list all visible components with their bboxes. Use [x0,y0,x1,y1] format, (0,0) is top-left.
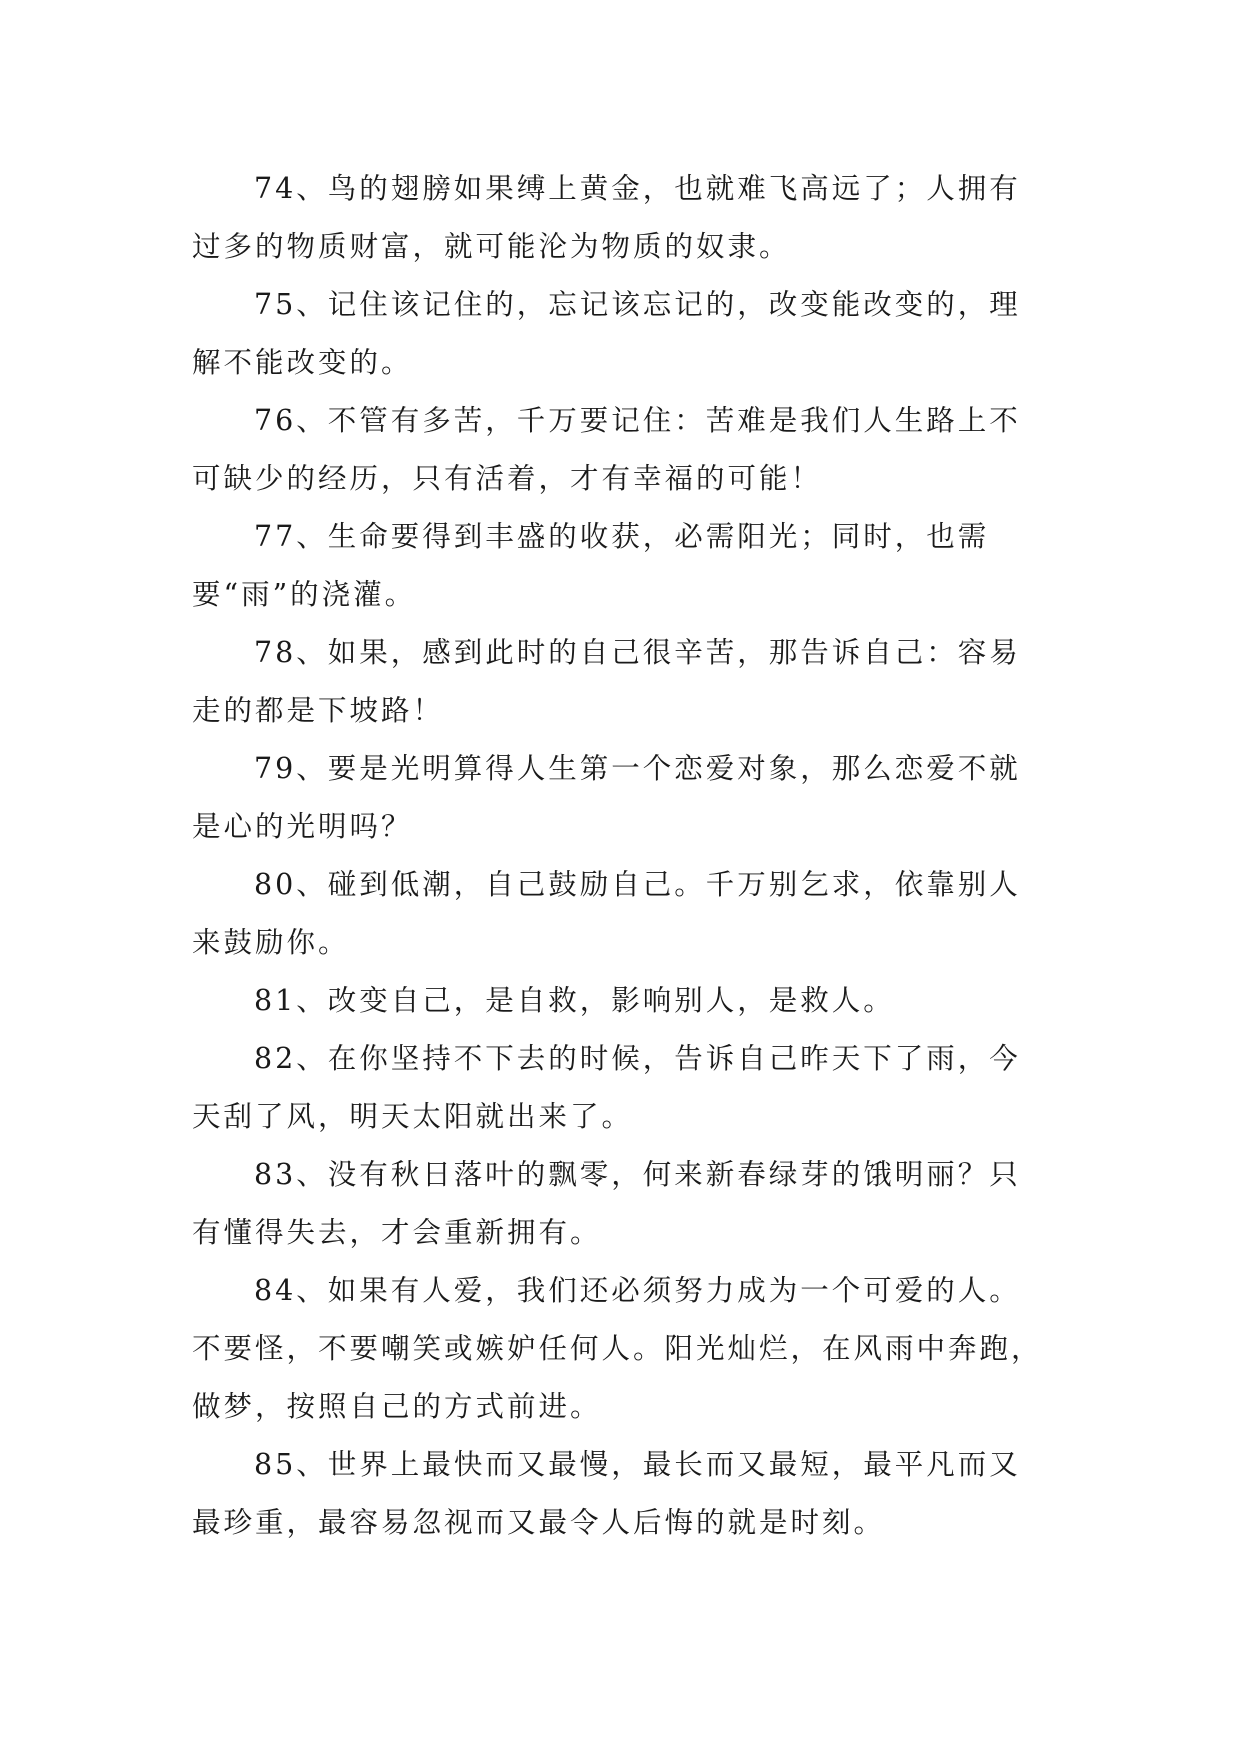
paragraph-75: 75、记住该记住的，忘记该忘记的，改变能改变的，理解不能改变的。 [192,288,1021,379]
paragraph-79: 79、要是光明算得人生第一个恋爱对象，那么恋爱不就是心的光明吗？ [192,752,1021,843]
document-body [192,160,1052,1552]
paragraph-77: 77、生命要得到丰盛的收获，必需阳光；同时，也需要“雨”的浇灌。 [192,520,990,611]
paragraph-82: 82、在你坚持不下去的时候，告诉自己昨天下了雨，今天刮了风，明天太阳就出来了。 [192,1042,1021,1133]
paragraph-80: 80、碰到低潮，自己鼓励自己。千万别乞求，依靠别人来鼓励你。 [192,868,1021,959]
paragraph-84: 84、如果有人爱，我们还必须努力成为一个可爱的人。不要怪，不要嘲笑或嫉妒任何人。阳光灿烂，在风雨中奔跑，做梦，按照自己的方式前进。 [192,1274,1043,1423]
paragraph-81: 81、改变自己，是自救，影响别人，是救人。 [254,984,895,1017]
paragraph-83: 83、没有秋日落叶的飘零，何来新春绿芽的饿明丽？只有懂得失去，才会重新拥有。 [192,1158,1021,1249]
paragraph-78: 78、如果，感到此时的自己很辛苦，那告诉自己：容易走的都是下坡路！ [192,636,1021,727]
paragraph-74: 74、鸟的翅膀如果缚上黄金，也就难飞高远了；人拥有过多的物质财富，就可能沦为物质的奴隶。 [192,172,1021,263]
paragraph-76: 76、不管有多苦，千万要记住：苦难是我们人生路上不可缺少的经历，只有活着，才有幸福的可能！ [192,404,1021,495]
paragraph-85: 85、世界上最快而又最慢，最长而又最短，最平凡而又最珍重，最容易忽视而又最令人后悔的就是时刻。 [192,1448,1021,1539]
